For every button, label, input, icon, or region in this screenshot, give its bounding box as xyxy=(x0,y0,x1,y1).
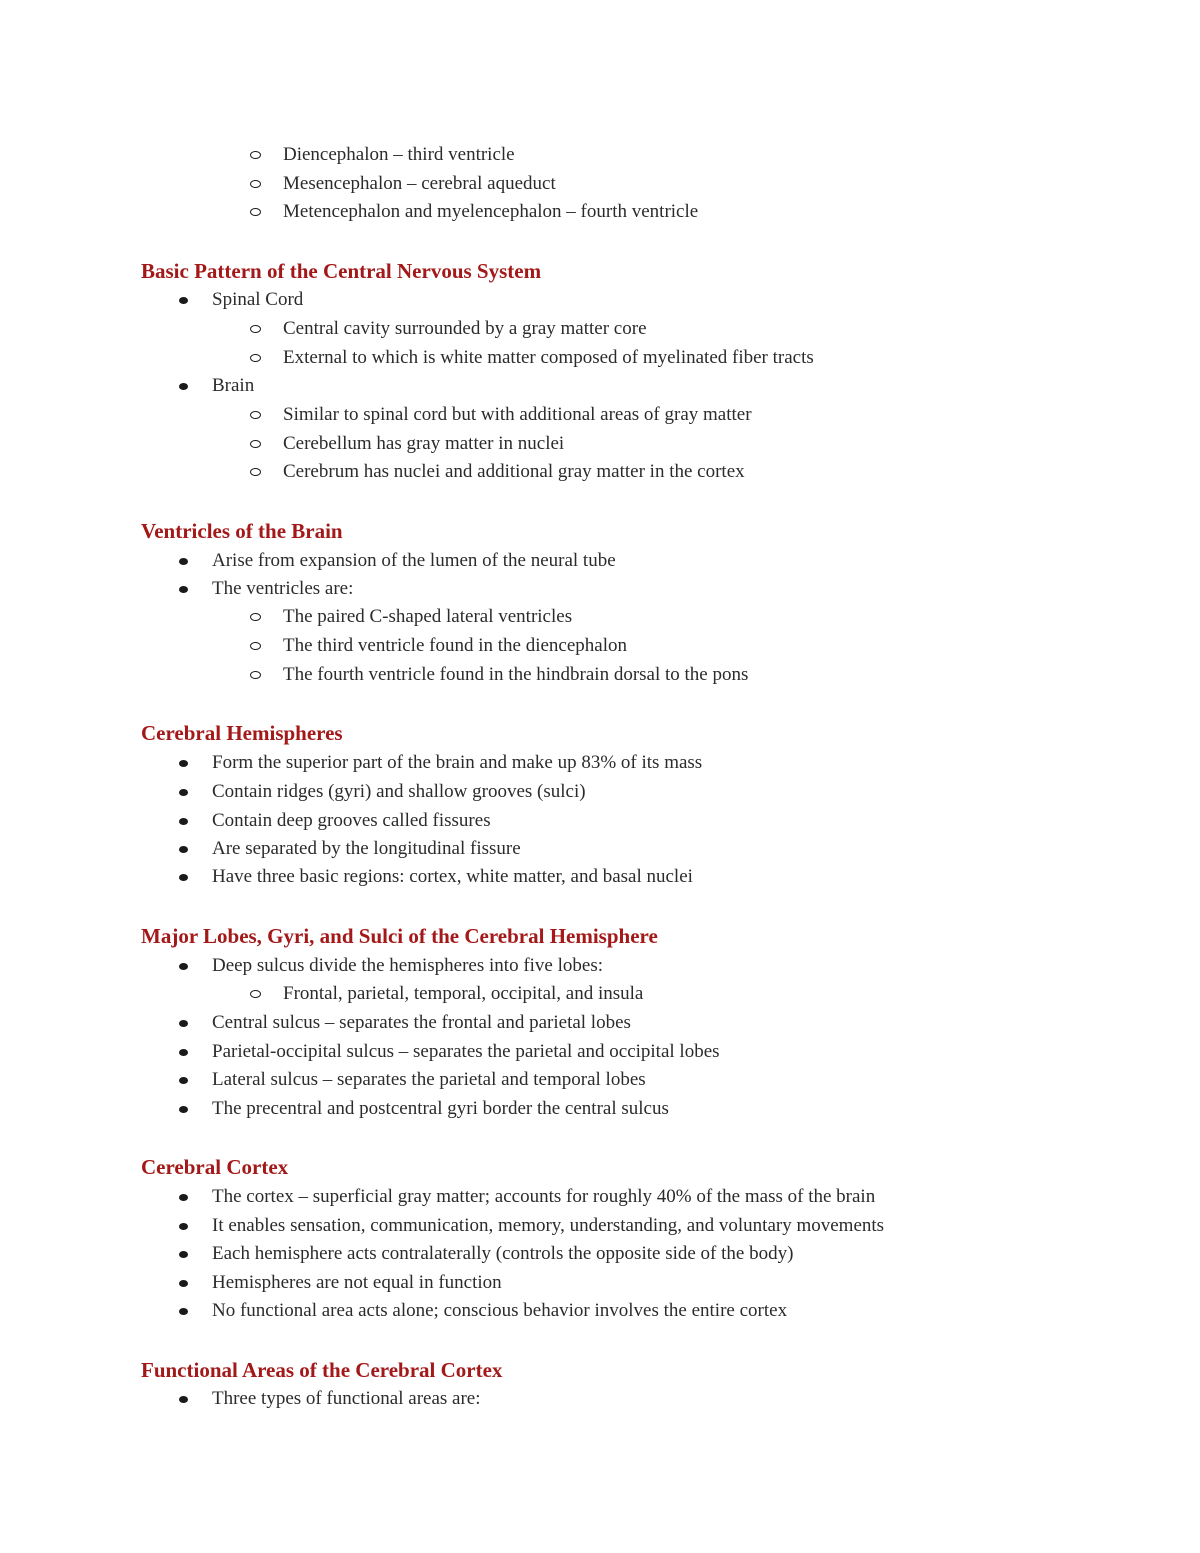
heading-text: Major Lobes, Gyri, and Sulci of the Cerebral Hemisphere xyxy=(141,924,658,948)
item-text: The fourth ventricle found in the hindbrain dorsal to the pons xyxy=(283,664,749,685)
item-text: Mesencephalon – cerebral aqueduct xyxy=(283,173,556,194)
hollow-circle-bullet-icon xyxy=(248,634,262,658)
filled-bullet-icon xyxy=(176,1185,190,1209)
heading-text: Basic Pattern of the Central Nervous System xyxy=(141,259,542,283)
item-text: Contain deep grooves called fissures xyxy=(212,810,491,831)
item-text: Brain xyxy=(212,375,255,396)
filled-bullet-icon xyxy=(176,1040,190,1064)
filled-bullet-icon xyxy=(176,1271,190,1295)
filled-bullet-icon xyxy=(176,577,190,601)
filled-bullet-icon xyxy=(176,809,190,833)
hollow-circle-bullet-icon xyxy=(248,460,262,484)
heading-text: Ventricles of the Brain xyxy=(141,519,343,543)
heading-text: Cerebral Cortex xyxy=(141,1155,289,1179)
hollow-circle-bullet-icon xyxy=(248,605,262,629)
item-text: It enables sensation, communication, memory, understanding, and voluntary movements xyxy=(212,1215,885,1236)
item-text: The cortex – superficial gray matter; accounts for roughly 40% of the mass of the brain xyxy=(212,1186,876,1207)
filled-bullet-icon xyxy=(176,837,190,861)
item-text: The paired C-shaped lateral ventricles xyxy=(283,606,573,627)
hollow-circle-bullet-icon xyxy=(248,172,262,196)
item-text: Central cavity surrounded by a gray matter core xyxy=(283,318,647,339)
hollow-circle-bullet-icon xyxy=(248,982,262,1006)
item-text: Each hemisphere acts contralaterally (controls the opposite side of the body) xyxy=(212,1243,794,1264)
item-text: Arise from expansion of the lumen of the neural tube xyxy=(212,550,616,571)
filled-bullet-icon xyxy=(176,1387,190,1411)
heading-text: Functional Areas of the Cerebral Cortex xyxy=(141,1358,503,1382)
filled-bullet-icon xyxy=(176,954,190,978)
filled-bullet-icon xyxy=(176,1068,190,1092)
filled-bullet-icon xyxy=(176,549,190,573)
item-text: Frontal, parietal, temporal, occipital, and insula xyxy=(283,983,644,1004)
item-text: The ventricles are: xyxy=(212,578,354,599)
hollow-circle-bullet-icon xyxy=(248,317,262,341)
heading-text: Cerebral Hemispheres xyxy=(141,721,343,745)
item-text: Metencephalon and myelencephalon – fourth ventricle xyxy=(283,201,699,222)
item-text: Cerebellum has gray matter in nuclei xyxy=(283,433,565,454)
item-text: The precentral and postcentral gyri border the central sulcus xyxy=(212,1098,669,1119)
filled-bullet-icon xyxy=(176,288,190,312)
item-text: Central sulcus – separates the frontal and parietal lobes xyxy=(212,1012,631,1033)
filled-bullet-icon xyxy=(176,1097,190,1121)
filled-bullet-icon xyxy=(176,751,190,775)
item-text: Are separated by the longitudinal fissure xyxy=(212,838,521,859)
hollow-circle-bullet-icon xyxy=(248,346,262,370)
hollow-circle-bullet-icon xyxy=(248,200,262,224)
item-text: Similar to spinal cord but with additional areas of gray matter xyxy=(283,404,752,425)
item-text: Contain ridges (gyri) and shallow grooves (sulci) xyxy=(212,781,586,802)
item-text: Form the superior part of the brain and make up 83% of its mass xyxy=(212,752,703,773)
hollow-circle-bullet-icon xyxy=(248,403,262,427)
filled-bullet-icon xyxy=(176,374,190,398)
item-text: Have three basic regions: cortex, white matter, and basal nuclei xyxy=(212,866,693,887)
hollow-circle-bullet-icon xyxy=(248,143,262,167)
filled-bullet-icon xyxy=(176,780,190,804)
item-text: Cerebrum has nuclei and additional gray matter in the cortex xyxy=(283,461,745,482)
hollow-circle-bullet-icon xyxy=(248,432,262,456)
item-text: Spinal Cord xyxy=(212,289,304,310)
filled-bullet-icon xyxy=(176,1242,190,1266)
hollow-circle-bullet-icon xyxy=(248,663,262,687)
filled-bullet-icon xyxy=(176,1214,190,1238)
item-text: Three types of functional areas are: xyxy=(212,1388,481,1409)
item-text: Diencephalon – third ventricle xyxy=(283,144,515,165)
item-text: Lateral sulcus – separates the parietal and temporal lobes xyxy=(212,1069,646,1090)
item-text: Parietal-occipital sulcus – separates the parietal and occipital lobes xyxy=(212,1041,720,1062)
item-text: The third ventricle found in the diencephalon xyxy=(283,635,627,656)
filled-bullet-icon xyxy=(176,865,190,889)
filled-bullet-icon xyxy=(176,1299,190,1323)
item-text: Hemispheres are not equal in function xyxy=(212,1272,502,1293)
item-text: Deep sulcus divide the hemispheres into five lobes: xyxy=(212,955,603,976)
item-text: External to which is white matter composed of myelinated fiber tracts xyxy=(283,347,814,368)
filled-bullet-icon xyxy=(176,1011,190,1035)
item-text: No functional area acts alone; conscious behavior involves the entire cortex xyxy=(212,1300,788,1321)
